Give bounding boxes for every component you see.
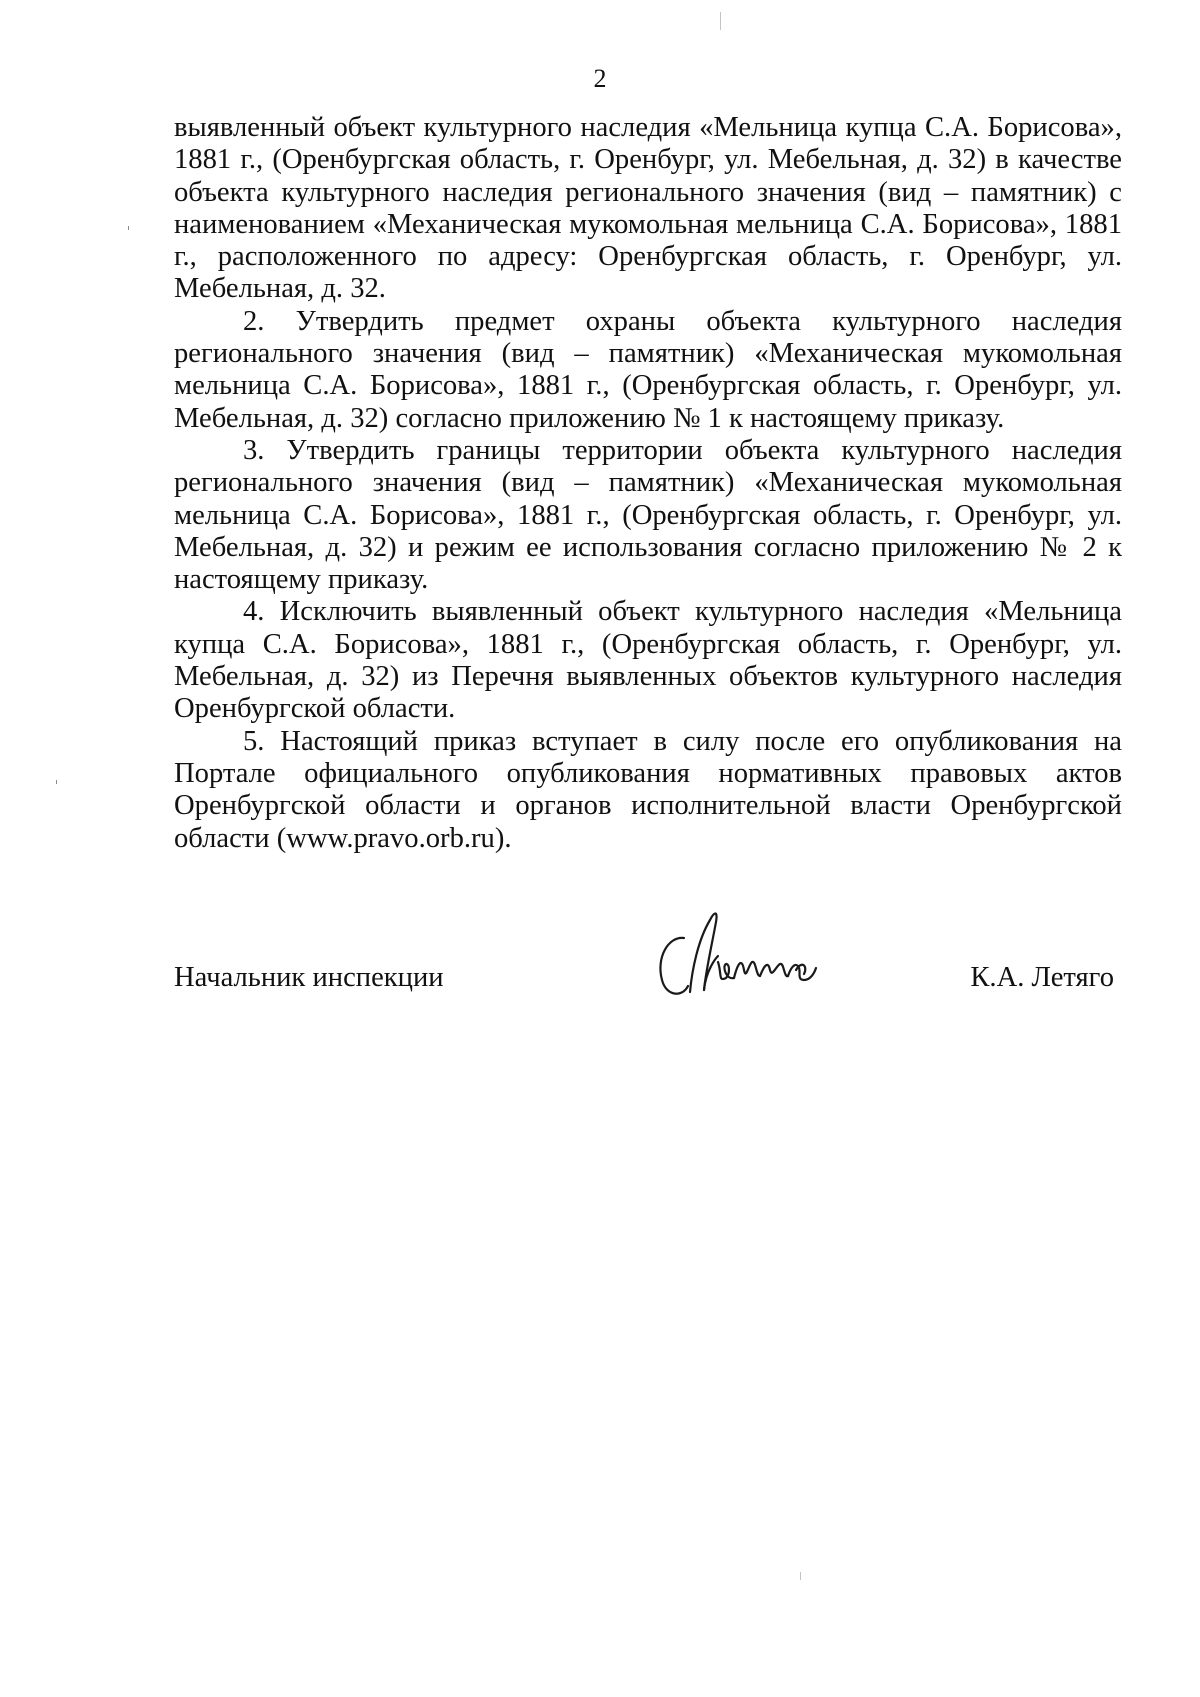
scan-artifact [720, 12, 721, 30]
signatory-position: Начальник инспекции [174, 962, 444, 993]
paragraph-continuation: выявленный объект культурного наследия «Мельница купца С.А. Борисова», 1881 г., (Оренбургская область, г. Оренбург, ул. Мебельная, д. 32) в качестве объекта культурного наследия регионального значения (вид – памятник) с наименованием «Механическая мукомольная мельница С.А. Борисова», 1881 г., расположенного по адресу: Оренбургская область, г. Оренбург, ул. Мебельная, д. 32. [174, 112, 1122, 305]
signature-block [174, 950, 1122, 1050]
paragraph-item-4: 4. Исключить выявленный объект культурного наследия «Мельница купца С.А. Борисова», 1881 г., (Оренбургская область, г. Оренбург, ул. Мебельная, д. 32) из Перечня выявленных объектов культурного наследия Оренбургской области. [174, 596, 1122, 725]
handwritten-signature [638, 900, 838, 1010]
scan-artifact [800, 1572, 801, 1580]
scan-artifact [128, 226, 129, 230]
paragraph-item-3: 3. Утвердить границы территории объекта культурного наследия регионального значения (вид – памятник) «Механическая мукомольная мельница С.А. Борисова», 1881 г., (Оренбургская область, г. Оренбург, ул. Мебельная, д. 32) и режим ее использования согласно приложению № 2 к настоящему приказу. [174, 434, 1122, 596]
document-body [174, 112, 1122, 855]
scan-artifact [56, 780, 57, 784]
paragraph-item-5: 5. Настоящий приказ вступает в силу после его опубликования на Портале официального опубликования нормативных правовых актов Оренбургской области и органов исполнительной власти Оренбургской области (www.pravo.orb.ru). [174, 725, 1122, 854]
paragraph-item-2: 2. Утвердить предмет охраны объекта культурного наследия регионального значения (вид – памятник) «Механическая мукомольная мельница С.А. Борисова», 1881 г., (Оренбургская область, г. Оренбург, ул. Мебельная, д. 32) согласно приложению № 1 к настоящему приказу. [174, 305, 1122, 434]
signatory-name: К.А. Летяго [970, 962, 1114, 993]
page-number: 2 [593, 64, 607, 93]
